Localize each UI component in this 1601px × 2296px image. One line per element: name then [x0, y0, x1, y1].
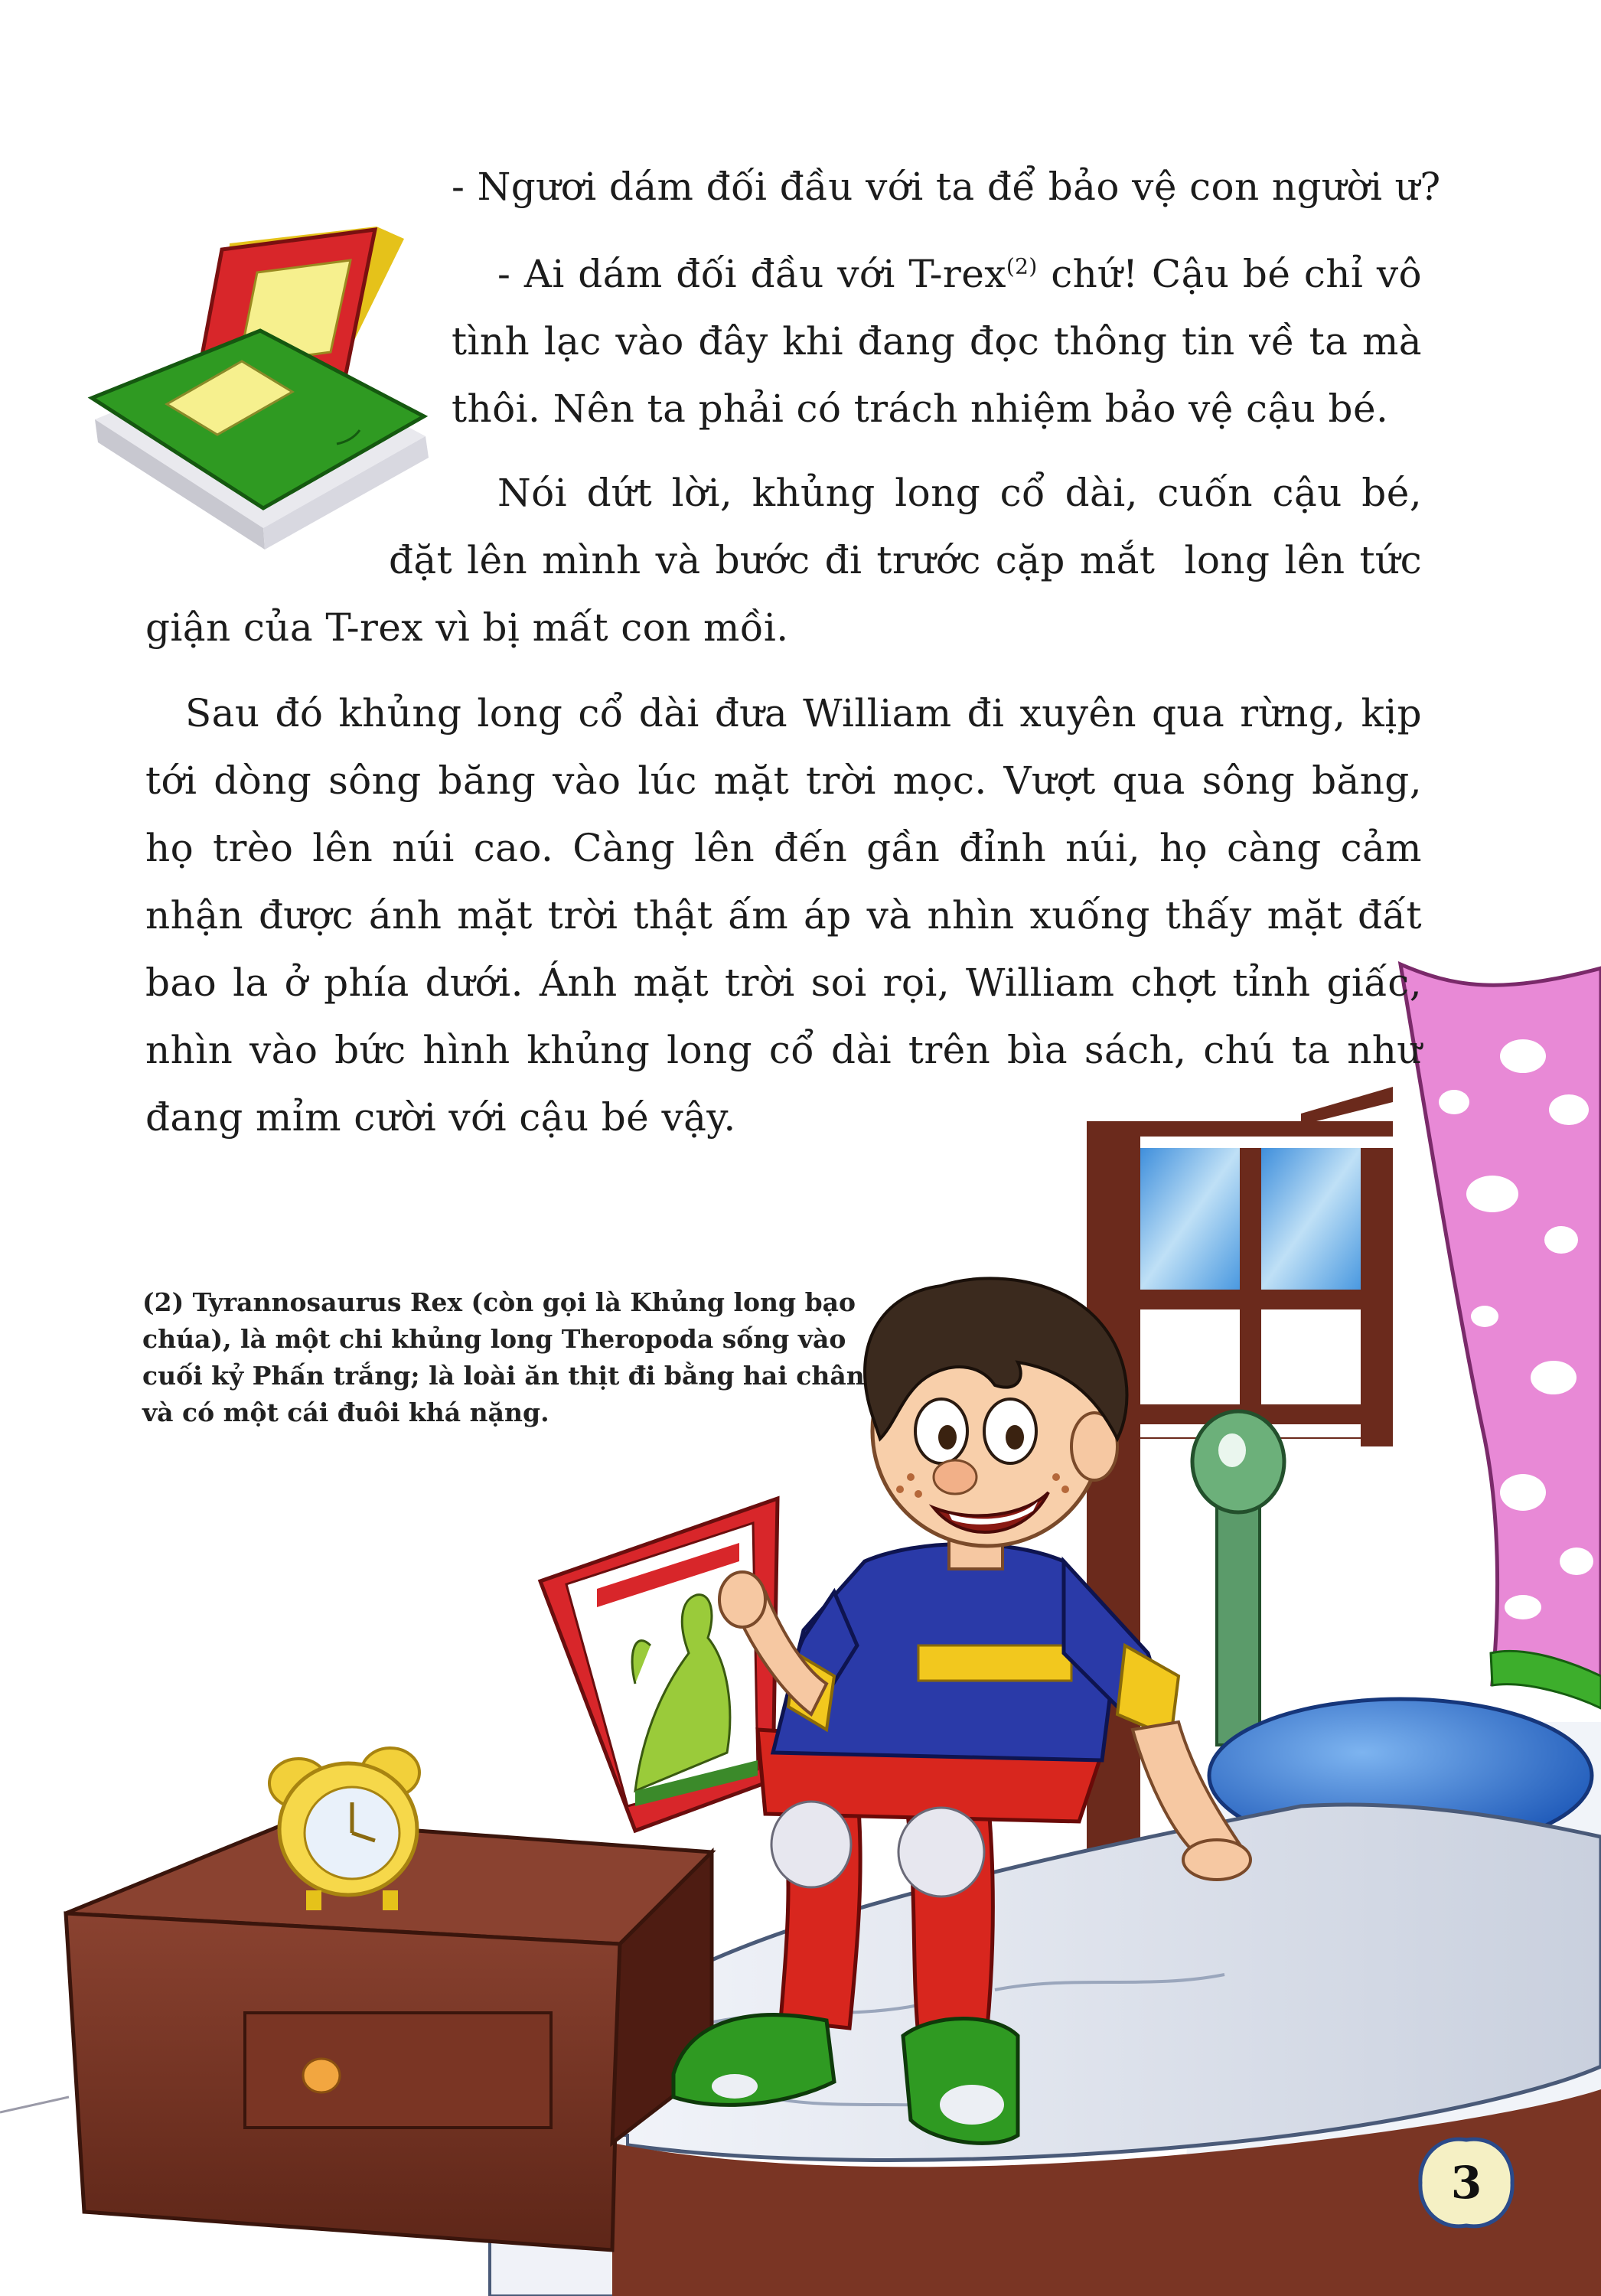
text-line: tới dòng sông băng vào lúc mặt trời mọc. Vượt qua sông băng,	[145, 758, 1422, 803]
dinosaur-book	[540, 1499, 778, 1831]
narration-paragraph	[145, 459, 1422, 661]
footnote-line: và có một cái đuôi khá nặng.	[142, 1397, 549, 1427]
text-line: giận của T-rex vì bị mất con mồi.	[145, 605, 789, 650]
text-line-part: chứ! Cậu bé chỉ vô	[1037, 252, 1422, 296]
text-line	[452, 240, 1422, 308]
text-line: đặt lên mình và bước đi trước cặp mắt long lên tức	[389, 538, 1422, 582]
text-line: thôi. Nên ta phải có trách nhiệm bảo vệ cậu bé.	[452, 386, 1389, 431]
text-line: tình lạc vào đây khi đang đọc thông tin về ta mà	[452, 319, 1422, 364]
dialogue-trex	[452, 153, 1441, 220]
footnote-line: cuối kỷ Phấn trắng; là loài ăn thịt đi bằng hai chân	[142, 1361, 865, 1391]
dialogue-dinosaur	[452, 240, 1422, 442]
chest	[66, 1821, 712, 2250]
text-line: nhìn vào bức hình khủng long cổ dài trên bìa sách, chú ta như	[145, 1028, 1422, 1072]
bedpost	[1192, 1411, 1284, 1745]
curtain	[1400, 964, 1601, 1708]
text-line: - Ngươi dám đối đầu với ta để bảo vệ con người ư?	[452, 165, 1441, 209]
text-line: Nói dứt lời, khủng long cổ dài, cuốn cậu bé,	[497, 471, 1422, 515]
text-line: họ trèo lên núi cao. Càng lên đến gần đỉnh núi, họ càng cảm	[145, 826, 1422, 870]
text-line: Sau đó khủng long cổ dài đưa William đi xuyên qua rừng, kịp	[185, 691, 1422, 735]
narration-paragraph	[145, 680, 1422, 1151]
text-line: nhận được ánh mặt trời thật ấm áp và nhìn xuống thấy mặt đất	[145, 893, 1422, 938]
text-line: đang mỉm cười với cậu bé vậy.	[145, 1095, 736, 1140]
footnote-line: chúa), là một chi khủng long Theropoda sống vào	[142, 1324, 846, 1354]
text-line: bao la ở phía dưới. Ánh mặt trời soi rọi, William chợt tỉnh giấc,	[145, 960, 1422, 1005]
floor-line	[0, 2097, 69, 2112]
footnote	[142, 1284, 865, 1431]
text-line-part: - Ai dám đối đầu với T-rex	[497, 252, 1006, 296]
footnote-ref: (2)	[1006, 253, 1038, 279]
footnote-line: (2) Tyrannosaurus Rex (còn gọi là Khủng long bạo	[142, 1287, 856, 1317]
page-number: 3	[1450, 2157, 1482, 2209]
